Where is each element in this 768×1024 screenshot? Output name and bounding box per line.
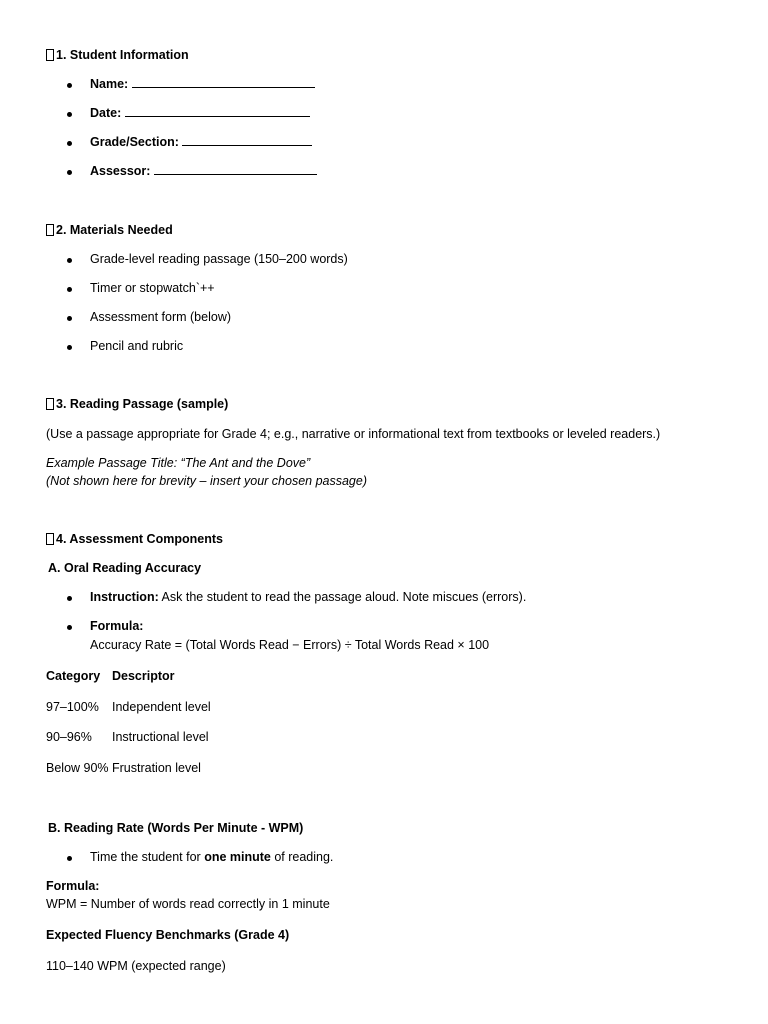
section-4-heading bbox=[46, 531, 223, 548]
wpm-formula-label: Formula: bbox=[46, 879, 100, 893]
materials-list-item: Pencil and rubric bbox=[90, 339, 184, 353]
example-passage-note: (Not shown here for brevity – insert your chosen passage) bbox=[46, 474, 367, 488]
bullet-icon bbox=[67, 345, 72, 350]
instruction-text: Ask the student to read the passage aloud. Note miscues (errors). bbox=[158, 590, 527, 604]
table-cell-descriptor: Frustration level bbox=[112, 761, 201, 775]
bullet-icon bbox=[67, 316, 72, 321]
section-2-heading bbox=[46, 222, 173, 239]
missing-glyph-icon bbox=[46, 398, 54, 410]
bullet-icon bbox=[67, 141, 72, 146]
assessor-blank-line[interactable] bbox=[154, 163, 317, 175]
name-blank-line[interactable] bbox=[132, 76, 315, 88]
table-header-category: Category bbox=[46, 669, 101, 683]
grade-section-label: Grade/Section: bbox=[90, 135, 179, 149]
name-label: Name: bbox=[90, 77, 129, 91]
bullet-icon bbox=[67, 287, 72, 292]
missing-glyph-icon bbox=[46, 224, 54, 236]
passage-note: (Use a passage appropriate for Grade 4; e.g., narrative or informational text from textbooks or leveled readers.) bbox=[46, 427, 661, 441]
section-3-heading bbox=[46, 396, 228, 413]
section-2-heading-text: 2. Materials Needed bbox=[56, 223, 173, 237]
section-3-heading-text: 3. Reading Passage (sample) bbox=[56, 397, 229, 411]
bullet-icon bbox=[67, 112, 72, 117]
subsection-b-heading: B. Reading Rate (Words Per Minute - WPM) bbox=[48, 821, 304, 835]
section-4-heading-text: 4. Assessment Components bbox=[56, 532, 223, 546]
table-cell-category: 97–100% bbox=[46, 700, 99, 714]
instruction-label: Instruction: bbox=[90, 590, 159, 604]
table-cell-category: Below 90% bbox=[46, 761, 109, 775]
bullet-icon bbox=[67, 625, 72, 630]
grade-section-field[interactable] bbox=[90, 134, 312, 151]
table-cell-category: 90–96% bbox=[46, 730, 92, 744]
timing-text-bold: one minute bbox=[204, 850, 271, 864]
materials-list-item: Timer or stopwatch`++ bbox=[90, 281, 215, 295]
assessor-field[interactable] bbox=[90, 163, 317, 180]
example-passage-title: Example Passage Title: “The Ant and the Dove” bbox=[46, 456, 311, 470]
bullet-icon bbox=[67, 83, 72, 88]
materials-list-item: Assessment form (below) bbox=[90, 310, 232, 324]
benchmarks-range: 110–140 WPM (expected range) bbox=[46, 959, 226, 973]
accuracy-formula: Accuracy Rate = (Total Words Read − Errors) ÷ Total Words Read × 100 bbox=[90, 638, 490, 652]
bullet-icon bbox=[67, 170, 72, 175]
bullet-icon bbox=[67, 856, 72, 861]
name-field[interactable] bbox=[90, 76, 315, 93]
timing-instruction bbox=[90, 849, 333, 866]
missing-glyph-icon bbox=[46, 533, 54, 545]
grade-section-blank-line[interactable] bbox=[182, 134, 312, 146]
benchmarks-heading: Expected Fluency Benchmarks (Grade 4) bbox=[46, 928, 290, 942]
assessor-label: Assessor: bbox=[90, 164, 151, 178]
table-cell-descriptor: Instructional level bbox=[112, 730, 209, 744]
bullet-icon bbox=[67, 596, 72, 601]
date-label: Date: bbox=[90, 106, 122, 120]
missing-glyph-icon bbox=[46, 49, 54, 61]
section-1-heading-text: 1. Student Information bbox=[56, 48, 189, 62]
wpm-formula: WPM = Number of words read correctly in 1 minute bbox=[46, 897, 330, 911]
timing-text-pre: Time the student for bbox=[90, 850, 205, 864]
table-cell-descriptor: Independent level bbox=[112, 700, 211, 714]
table-header-descriptor: Descriptor bbox=[112, 669, 175, 683]
bullet-icon bbox=[67, 258, 72, 263]
date-field[interactable] bbox=[90, 105, 310, 122]
materials-list-item: Grade-level reading passage (150–200 words) bbox=[90, 252, 348, 266]
section-1-heading bbox=[46, 47, 189, 64]
timing-text-post: of reading. bbox=[270, 850, 334, 864]
date-blank-line[interactable] bbox=[125, 105, 310, 117]
formula-label: Formula: bbox=[90, 619, 144, 633]
instruction-item bbox=[90, 589, 526, 606]
subsection-a-heading: A. Oral Reading Accuracy bbox=[48, 561, 202, 575]
